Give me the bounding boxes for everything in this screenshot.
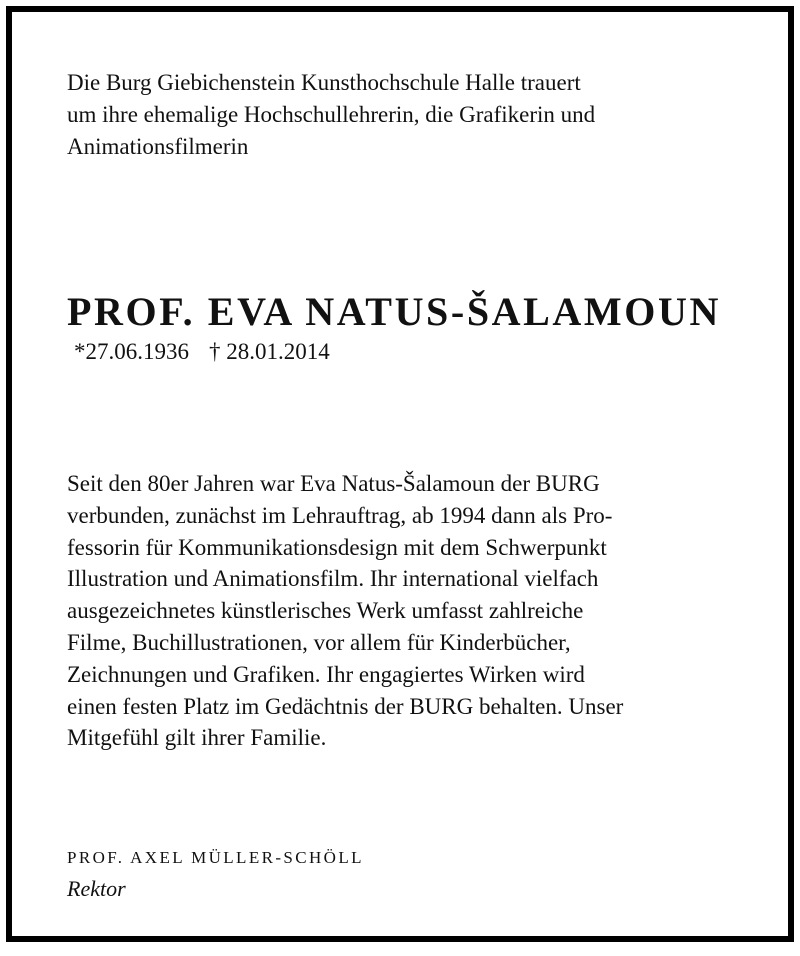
tribute-line: ausgezeichnetes künstlerisches Werk umfasst zahlreiche — [67, 598, 584, 624]
life-dates — [74, 339, 330, 365]
obituary-notice — [6, 6, 794, 942]
intro-line: Die Burg Giebichenstein Kunsthochschule Halle trauert — [67, 70, 581, 95]
intro-line: um ihre ehemalige Hochschullehrerin, die Grafikerin und — [67, 102, 596, 127]
tribute-line: Mitgefühl gilt ihrer Familie. — [67, 725, 327, 751]
tribute-line: Seit den 80er Jahren war Eva Natus-Šalamoun der BURG — [67, 471, 600, 496]
signer-name: PROF. AXEL MÜLLER-SCHÖLL — [67, 848, 364, 867]
tribute-line: Illustration und Animationsfilm. Ihr international vielfach — [67, 566, 599, 592]
death-date: † 28.01.2014 — [209, 339, 330, 364]
intro-paragraph — [67, 67, 747, 163]
intro-line: Animationsfilmerin — [67, 134, 249, 159]
tribute-line: verbunden, zunächst im Lehrauftrag, ab 1994 dann als Pro- — [67, 502, 613, 528]
tribute-line: fessorin für Kommunikationsdesign mit dem Schwerpunkt — [67, 534, 607, 560]
deceased-name: PROF. EVA NATUS-ŠALAMOUN — [67, 289, 721, 334]
birth-date: *27.06.1936 — [74, 339, 189, 364]
tribute-paragraph — [67, 468, 757, 754]
tribute-line: einen festen Platz im Gedächtnis der BURG behalten. Unser — [67, 693, 624, 719]
signer-role: Rektor — [67, 876, 126, 901]
tribute-line: Filme, Buchillustrationen, vor allem für Kinderbücher, — [67, 629, 571, 655]
tribute-line: Zeichnungen und Grafiken. Ihr engagiertes Wirken wird — [67, 661, 585, 687]
